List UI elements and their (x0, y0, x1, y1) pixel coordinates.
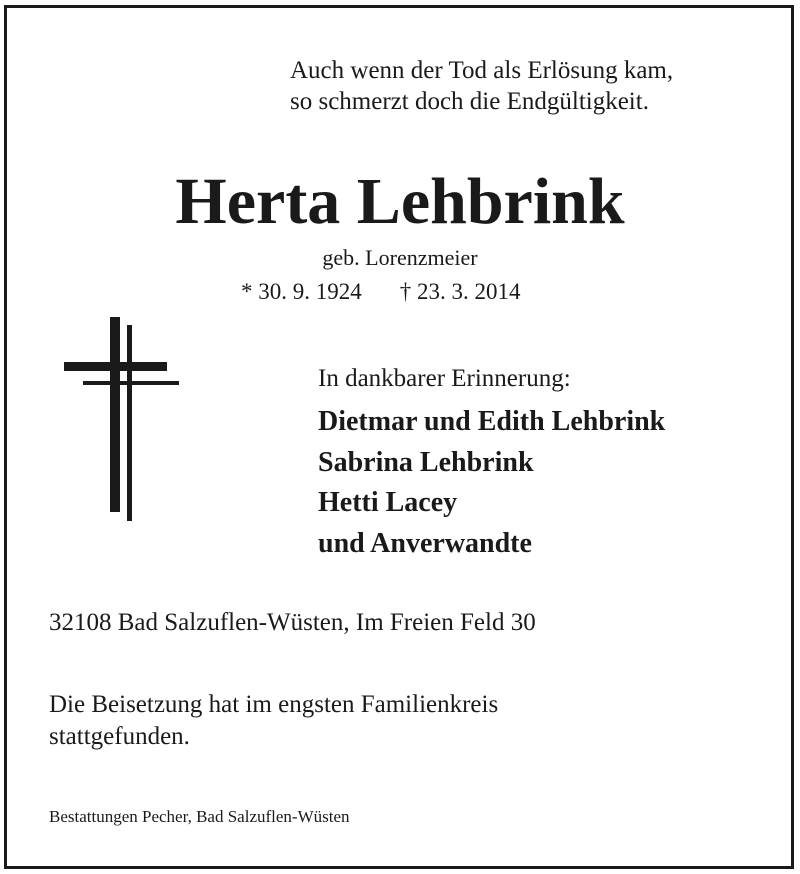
burial-note (49, 689, 498, 753)
life-dates (241, 277, 521, 307)
motto (290, 55, 673, 117)
remembrance-heading: In dankbarer Erinnerung: (318, 365, 571, 392)
burial-note-line-2: stattgefunden. (49, 723, 190, 750)
family-address: 32108 Bad Salzuflen-Wüsten, Im Freien Feld 30 (49, 609, 536, 636)
birth-name: geb. Lorenzmeier (322, 245, 478, 270)
birth-date: * 30. 9. 1924 (241, 279, 362, 304)
deceased-name-text: Herta Lehbrink (175, 165, 625, 238)
mourner-name: Sabrina Lehbrink (318, 446, 534, 478)
deceased-name (0, 162, 800, 242)
death-date: † 23. 3. 2014 (399, 279, 521, 304)
mourners-list (318, 402, 665, 564)
burial-note-line-1: Die Beisetzung hat im engsten Familienkreis (49, 691, 499, 718)
mourner-name: Dietmar und Edith Lehbrink (318, 406, 666, 437)
mourner-name: und Anverwandte (318, 527, 532, 559)
motto-line-1: Auch wenn der Tod als Erlösung kam, (290, 57, 674, 84)
undertaker-credit: Bestattungen Pecher, Bad Salzuflen-Wüsten (49, 807, 350, 826)
mourner-name: Hetti Lacey (318, 487, 458, 518)
motto-line-2: so schmerzt doch die Endgültigkeit. (290, 88, 649, 115)
